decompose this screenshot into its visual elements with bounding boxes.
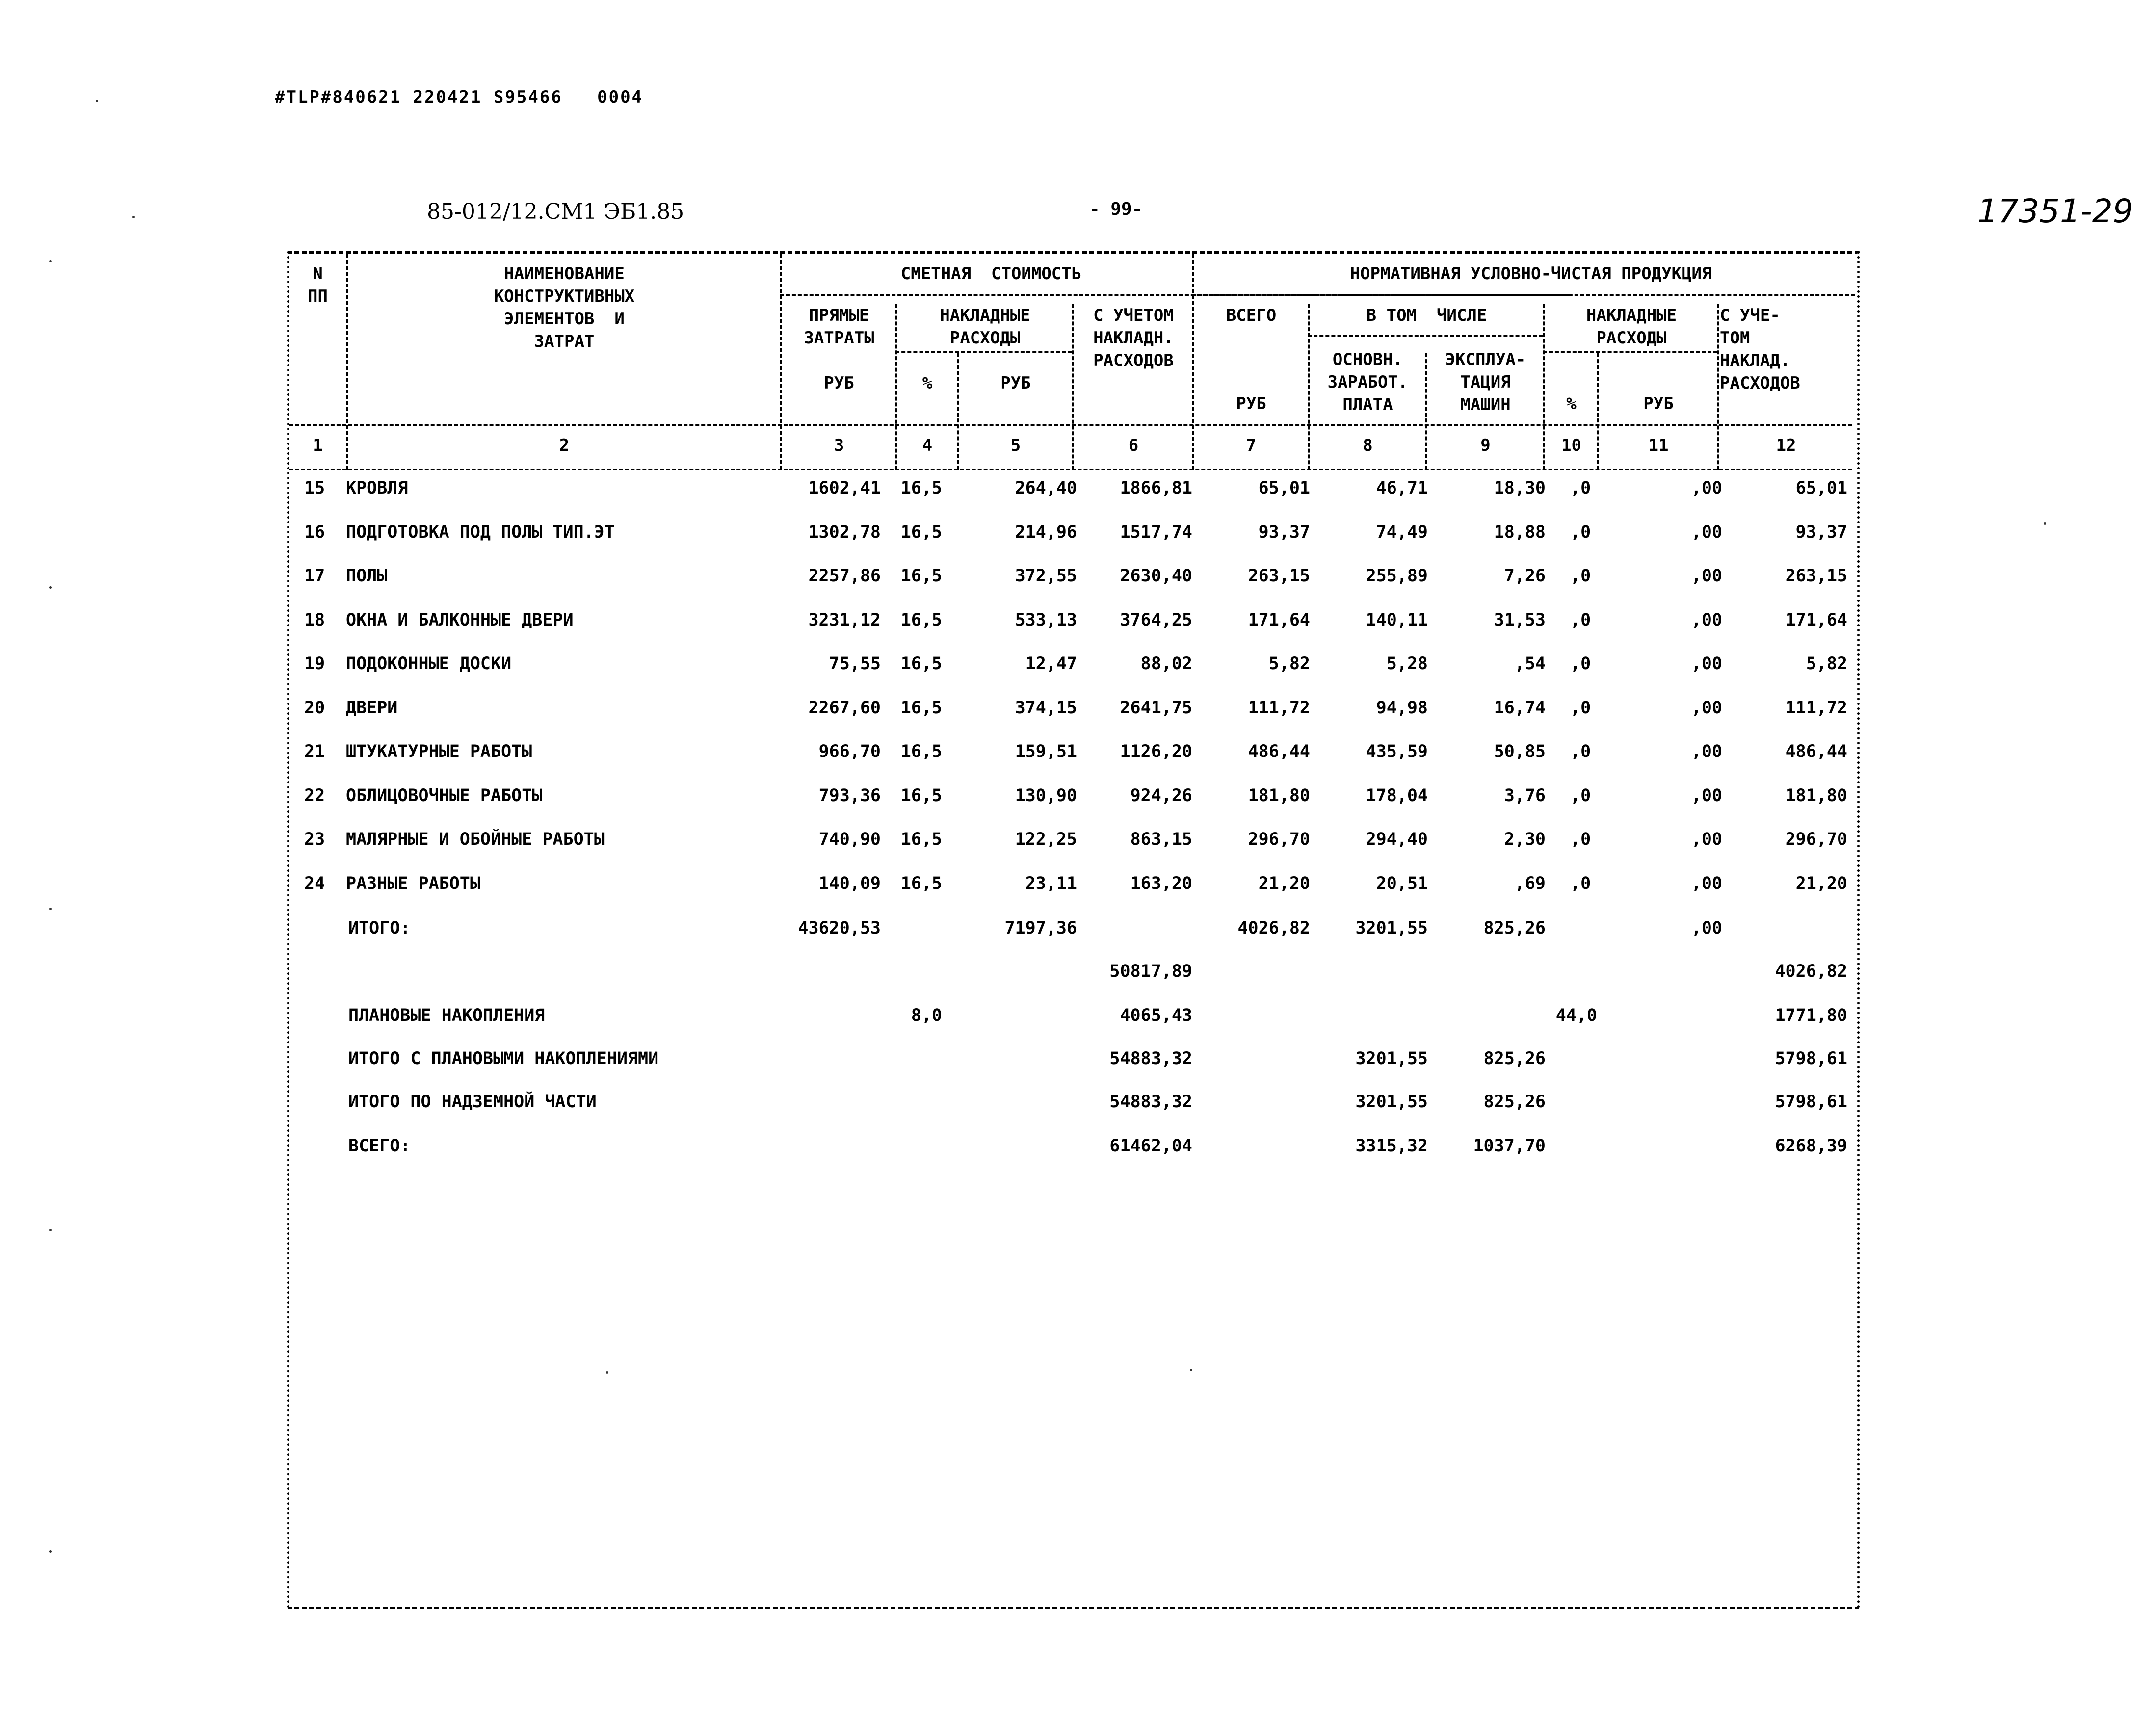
row-value-c3: 966,70 bbox=[818, 742, 881, 761]
header-rub-5: РУБ bbox=[1000, 373, 1031, 393]
header-vsego: ВСЕГО bbox=[1226, 306, 1277, 325]
handwritten-mark: 17351-29 bbox=[1977, 192, 2133, 230]
row-value-c9: 3,76 bbox=[1504, 786, 1546, 806]
header-pryamye: ПРЯМЫЕ ЗАТРАТЫ bbox=[804, 306, 874, 348]
row-value-c8: 178,04 bbox=[1366, 786, 1428, 806]
row-value-c12: 21,20 bbox=[1795, 874, 1847, 893]
total-nadzemnoy-c9: 825,26 bbox=[1483, 1092, 1546, 1112]
table-divider bbox=[1308, 335, 1543, 337]
row-value-c8: 294,40 bbox=[1366, 830, 1428, 849]
header-n-pp: N ПП bbox=[308, 264, 328, 306]
total-itogo-c5: 7197,36 bbox=[1004, 918, 1077, 938]
header-s-uchetom: С УЧЕТОМ НАКЛАДН. РАСХОДОВ bbox=[1093, 306, 1174, 370]
table-divider bbox=[1192, 294, 1855, 296]
row-value-c4: 16,5 bbox=[900, 874, 942, 893]
header-v-tom-chisle: В ТОМ ЧИСЛЕ bbox=[1366, 306, 1487, 325]
header-name: НАИМЕНОВАНИЕ КОНСТРУКТИВНЫХ ЭЛЕМЕНТОВ И ЗАТРАТ bbox=[494, 264, 635, 351]
row-name: ШТУКАТУРНЫЕ РАБОТЫ bbox=[346, 742, 532, 761]
row-value-c10: ,0 bbox=[1570, 698, 1591, 718]
row-value-c7: 21,20 bbox=[1258, 874, 1310, 893]
row-value-c6: 1126,20 bbox=[1120, 742, 1192, 761]
row-value-c11: ,00 bbox=[1691, 830, 1722, 849]
header-group-smetnaya: СМЕТНАЯ СТОИМОСТЬ bbox=[900, 264, 1082, 284]
column-number: 2 bbox=[559, 436, 570, 455]
row-number: 19 bbox=[304, 654, 325, 674]
row-value-c4: 16,5 bbox=[900, 654, 942, 674]
row-value-c3: 2257,86 bbox=[808, 566, 881, 586]
header-group-normativnaya: НОРМАТИВНАЯ УСЛОВНО-ЧИСТАЯ ПРОДУКЦИЯ bbox=[1350, 264, 1712, 284]
row-value-c12: 181,80 bbox=[1785, 786, 1847, 806]
row-value-c9: 7,26 bbox=[1504, 566, 1546, 586]
row-value-c11: ,00 bbox=[1691, 742, 1722, 761]
total-s-planovymi-c12: 5798,61 bbox=[1775, 1049, 1847, 1069]
row-value-c11: ,00 bbox=[1691, 478, 1722, 498]
table-divider bbox=[1425, 353, 1427, 470]
total-vsego-c12: 6268,39 bbox=[1775, 1136, 1847, 1156]
row-value-c6: 3764,25 bbox=[1120, 610, 1192, 630]
row-name: ДВЕРИ bbox=[346, 698, 398, 718]
header-osnovn: ОСНОВН. ЗАРАБОТ. ПЛАТА bbox=[1327, 350, 1408, 415]
total-nadzemnoy-c12: 5798,61 bbox=[1775, 1092, 1847, 1112]
scan-speck bbox=[96, 100, 98, 102]
row-value-c6: 2630,40 bbox=[1120, 566, 1192, 586]
row-value-c10: ,0 bbox=[1570, 654, 1591, 674]
table-divider bbox=[1717, 304, 1719, 470]
row-value-c12: 263,15 bbox=[1785, 566, 1847, 586]
table-divider bbox=[1597, 353, 1599, 470]
total-s-planovymi-c8: 3201,55 bbox=[1355, 1049, 1428, 1069]
column-number: 7 bbox=[1246, 436, 1257, 455]
row-value-c7: 486,44 bbox=[1248, 742, 1310, 761]
row-value-c11: ,00 bbox=[1691, 610, 1722, 630]
scan-speck bbox=[2044, 522, 2046, 525]
column-number: 10 bbox=[1561, 436, 1581, 455]
total-label-planovye: ПЛАНОВЫЕ НАКОПЛЕНИЯ bbox=[348, 1006, 545, 1025]
row-value-c8: 435,59 bbox=[1366, 742, 1428, 761]
total-nadzemnoy-c8: 3201,55 bbox=[1355, 1092, 1428, 1112]
column-number: 5 bbox=[1010, 436, 1021, 455]
table-divider bbox=[1072, 304, 1074, 470]
total-nadzemnoy-c6: 54883,32 bbox=[1109, 1092, 1192, 1112]
row-value-c4: 16,5 bbox=[900, 478, 942, 498]
row-name: ОКНА И БАЛКОННЫЕ ДВЕРИ bbox=[346, 610, 574, 630]
header-nakladnye: НАКЛАДНЫЕ РАСХОДЫ bbox=[940, 306, 1030, 348]
header-pct-4: % bbox=[922, 373, 933, 393]
scan-speck bbox=[1190, 1369, 1192, 1371]
row-number: 15 bbox=[304, 478, 325, 498]
row-value-c11: ,00 bbox=[1691, 786, 1722, 806]
row-value-c6: 163,20 bbox=[1130, 874, 1192, 893]
row-value-c12: 296,70 bbox=[1785, 830, 1847, 849]
total-label-vsego: ВСЕГО: bbox=[348, 1136, 411, 1156]
row-value-c10: ,0 bbox=[1570, 874, 1591, 893]
table-divider bbox=[289, 424, 1852, 426]
column-number: 6 bbox=[1128, 436, 1139, 455]
total-label-nadzemnoy: ИТОГО ПО НАДЗЕМНОЙ ЧАСТИ bbox=[348, 1092, 597, 1112]
row-value-c5: 122,25 bbox=[1015, 830, 1077, 849]
total-label-itogo: ИТОГО: bbox=[348, 918, 411, 938]
total-vsego-c8: 3315,32 bbox=[1355, 1136, 1428, 1156]
row-value-c6: 1866,81 bbox=[1120, 478, 1192, 498]
row-value-c10: ,0 bbox=[1570, 566, 1591, 586]
column-number: 3 bbox=[834, 436, 844, 455]
scan-speck bbox=[606, 1371, 608, 1374]
total-planovye-c6: 4065,43 bbox=[1120, 1006, 1192, 1025]
row-value-c10: ,0 bbox=[1570, 478, 1591, 498]
row-value-c12: 171,64 bbox=[1785, 610, 1847, 630]
header-ekspl: ЭКСПЛУА- ТАЦИЯ МАШИН bbox=[1445, 350, 1526, 415]
document-reference: 85-012/12.СМ1 ЭБ1.85 bbox=[427, 199, 684, 224]
header-rub-3: РУБ bbox=[824, 373, 854, 393]
row-value-c10: ,0 bbox=[1570, 786, 1591, 806]
row-value-c8: 94,98 bbox=[1376, 698, 1428, 718]
row-value-c4: 16,5 bbox=[900, 830, 942, 849]
document-code-line: #TLP#840621 220421 S95466 0004 bbox=[275, 87, 644, 107]
table-divider bbox=[289, 469, 1852, 470]
row-value-c7: 171,64 bbox=[1248, 610, 1310, 630]
row-value-c5: 264,40 bbox=[1015, 478, 1077, 498]
table-divider bbox=[1543, 304, 1545, 470]
row-value-c7: 5,82 bbox=[1268, 654, 1310, 674]
row-value-c5: 23,11 bbox=[1025, 874, 1077, 893]
row-value-c12: 486,44 bbox=[1785, 742, 1847, 761]
row-value-c9: 18,88 bbox=[1494, 522, 1546, 542]
scan-speck bbox=[49, 260, 52, 262]
row-value-c6: 924,26 bbox=[1130, 786, 1192, 806]
row-value-c9: 18,30 bbox=[1494, 478, 1546, 498]
total-planovye-c4: 8,0 bbox=[911, 1006, 942, 1025]
row-value-c3: 3231,12 bbox=[808, 610, 881, 630]
row-value-c4: 16,5 bbox=[900, 566, 942, 586]
row-value-c4: 16,5 bbox=[900, 698, 942, 718]
total-itogo2-c12: 4026,82 bbox=[1775, 962, 1847, 981]
row-value-c5: 374,15 bbox=[1015, 698, 1077, 718]
row-value-c11: ,00 bbox=[1691, 874, 1722, 893]
header-nakladnye-10: НАКЛАДНЫЕ РАСХОДЫ bbox=[1586, 306, 1677, 348]
row-value-c7: 93,37 bbox=[1258, 522, 1310, 542]
row-value-c3: 740,90 bbox=[818, 830, 881, 849]
scan-speck bbox=[49, 1550, 52, 1553]
scan-speck bbox=[49, 908, 52, 910]
column-number: 9 bbox=[1480, 436, 1491, 455]
page-number: - 99- bbox=[1089, 199, 1143, 219]
row-name: РАЗНЫЕ РАБОТЫ bbox=[346, 874, 480, 893]
total-planovye-c10: 44,0 bbox=[1555, 1006, 1597, 1025]
total-itogo-c11: ,00 bbox=[1691, 918, 1722, 938]
row-value-c11: ,00 bbox=[1691, 698, 1722, 718]
total-s-planovymi-c6: 54883,32 bbox=[1109, 1049, 1192, 1069]
column-number: 11 bbox=[1648, 436, 1669, 455]
row-value-c3: 1302,78 bbox=[808, 522, 881, 542]
row-value-c12: 111,72 bbox=[1785, 698, 1847, 718]
table-divider bbox=[895, 304, 897, 470]
row-value-c7: 65,01 bbox=[1258, 478, 1310, 498]
row-value-c6: 1517,74 bbox=[1120, 522, 1192, 542]
total-vsego-c6: 61462,04 bbox=[1109, 1136, 1192, 1156]
row-value-c8: 74,49 bbox=[1376, 522, 1428, 542]
row-value-c9: 50,85 bbox=[1494, 742, 1546, 761]
row-value-c4: 16,5 bbox=[900, 522, 942, 542]
row-value-c3: 2267,60 bbox=[808, 698, 881, 718]
scan-speck bbox=[132, 216, 135, 218]
table-divider bbox=[895, 351, 1072, 353]
row-value-c11: ,00 bbox=[1691, 566, 1722, 586]
total-label-s-planovymi: ИТОГО С ПЛАНОВЫМИ НАКОПЛЕНИЯМИ bbox=[348, 1049, 659, 1069]
row-name: КРОВЛЯ bbox=[346, 478, 408, 498]
header-pct-10: % bbox=[1566, 394, 1577, 414]
header-s-uchetom-12: С УЧЕ- ТОМ НАКЛАД. РАСХОДОВ bbox=[1720, 306, 1800, 393]
row-value-c5: 214,96 bbox=[1015, 522, 1077, 542]
row-value-c9: 16,74 bbox=[1494, 698, 1546, 718]
total-itogo-c9: 825,26 bbox=[1483, 918, 1546, 938]
row-value-c6: 2641,75 bbox=[1120, 698, 1192, 718]
total-planovye-c12: 1771,80 bbox=[1775, 1006, 1847, 1025]
row-value-c11: ,00 bbox=[1691, 654, 1722, 674]
row-number: 20 bbox=[304, 698, 325, 718]
row-value-c3: 1602,41 bbox=[808, 478, 881, 498]
row-value-c8: 5,28 bbox=[1386, 654, 1428, 674]
row-name: МАЛЯРНЫЕ И ОБОЙНЫЕ РАБОТЫ bbox=[346, 830, 605, 849]
row-value-c11: ,00 bbox=[1691, 522, 1722, 542]
row-number: 16 bbox=[304, 522, 325, 542]
row-value-c9: ,69 bbox=[1514, 874, 1546, 893]
row-value-c9: 2,30 bbox=[1504, 830, 1546, 849]
row-value-c5: 159,51 bbox=[1015, 742, 1077, 761]
row-value-c5: 533,13 bbox=[1015, 610, 1077, 630]
row-number: 22 bbox=[304, 786, 325, 806]
table-divider bbox=[1543, 351, 1717, 353]
row-value-c8: 20,51 bbox=[1376, 874, 1428, 893]
row-value-c6: 88,02 bbox=[1140, 654, 1192, 674]
row-value-c7: 296,70 bbox=[1248, 830, 1310, 849]
row-name: ОБЛИЦОВОЧНЫЕ РАБОТЫ bbox=[346, 786, 543, 806]
table-divider bbox=[1192, 254, 1194, 470]
row-value-c5: 372,55 bbox=[1015, 566, 1077, 586]
table-divider bbox=[957, 353, 959, 470]
row-value-c8: 255,89 bbox=[1366, 566, 1428, 586]
table-divider bbox=[346, 254, 348, 470]
row-number: 17 bbox=[304, 566, 325, 586]
row-value-c9: ,54 bbox=[1514, 654, 1546, 674]
total-itogo-c3: 43620,53 bbox=[798, 918, 881, 938]
row-name: ПОЛЫ bbox=[346, 566, 388, 586]
row-value-c10: ,0 bbox=[1570, 610, 1591, 630]
column-number: 4 bbox=[922, 436, 933, 455]
column-number: 8 bbox=[1363, 436, 1373, 455]
total-itogo-c8: 3201,55 bbox=[1355, 918, 1428, 938]
table-divider bbox=[780, 254, 782, 470]
total-itogo-c7: 4026,82 bbox=[1237, 918, 1310, 938]
total-s-planovymi-c9: 825,26 bbox=[1483, 1049, 1546, 1069]
column-number: 12 bbox=[1776, 436, 1796, 455]
header-rub-11: РУБ bbox=[1643, 394, 1674, 414]
row-value-c4: 16,5 bbox=[900, 742, 942, 761]
row-value-c4: 16,5 bbox=[900, 610, 942, 630]
row-number: 23 bbox=[304, 830, 325, 849]
row-value-c8: 140,11 bbox=[1366, 610, 1428, 630]
row-number: 21 bbox=[304, 742, 325, 761]
table-divider bbox=[1308, 304, 1310, 470]
header-rub-7: РУБ bbox=[1236, 394, 1266, 414]
column-number: 1 bbox=[313, 436, 323, 455]
row-name: ПОДОКОННЫЕ ДОСКИ bbox=[346, 654, 512, 674]
total-vsego-c9: 1037,70 bbox=[1473, 1136, 1546, 1156]
row-value-c3: 793,36 bbox=[818, 786, 881, 806]
row-value-c5: 12,47 bbox=[1025, 654, 1077, 674]
scan-speck bbox=[49, 586, 52, 589]
row-value-c12: 65,01 bbox=[1795, 478, 1847, 498]
row-value-c10: ,0 bbox=[1570, 830, 1591, 849]
row-value-c7: 111,72 bbox=[1248, 698, 1310, 718]
row-value-c5: 130,90 bbox=[1015, 786, 1077, 806]
row-value-c6: 863,15 bbox=[1130, 830, 1192, 849]
row-value-c9: 31,53 bbox=[1494, 610, 1546, 630]
row-value-c12: 5,82 bbox=[1806, 654, 1847, 674]
row-number: 18 bbox=[304, 610, 325, 630]
row-value-c4: 16,5 bbox=[900, 786, 942, 806]
row-number: 24 bbox=[304, 874, 325, 893]
row-name: ПОДГОТОВКА ПОД ПОЛЫ ТИП.ЭТ bbox=[346, 522, 615, 542]
row-value-c12: 93,37 bbox=[1795, 522, 1847, 542]
row-value-c3: 140,09 bbox=[818, 874, 881, 893]
row-value-c10: ,0 bbox=[1570, 742, 1591, 761]
row-value-c10: ,0 bbox=[1570, 522, 1591, 542]
total-itogo2-c6: 50817,89 bbox=[1109, 962, 1192, 981]
row-value-c8: 46,71 bbox=[1376, 478, 1428, 498]
row-value-c7: 181,80 bbox=[1248, 786, 1310, 806]
row-value-c3: 75,55 bbox=[829, 654, 881, 674]
row-value-c7: 263,15 bbox=[1248, 566, 1310, 586]
scan-speck bbox=[49, 1229, 52, 1231]
